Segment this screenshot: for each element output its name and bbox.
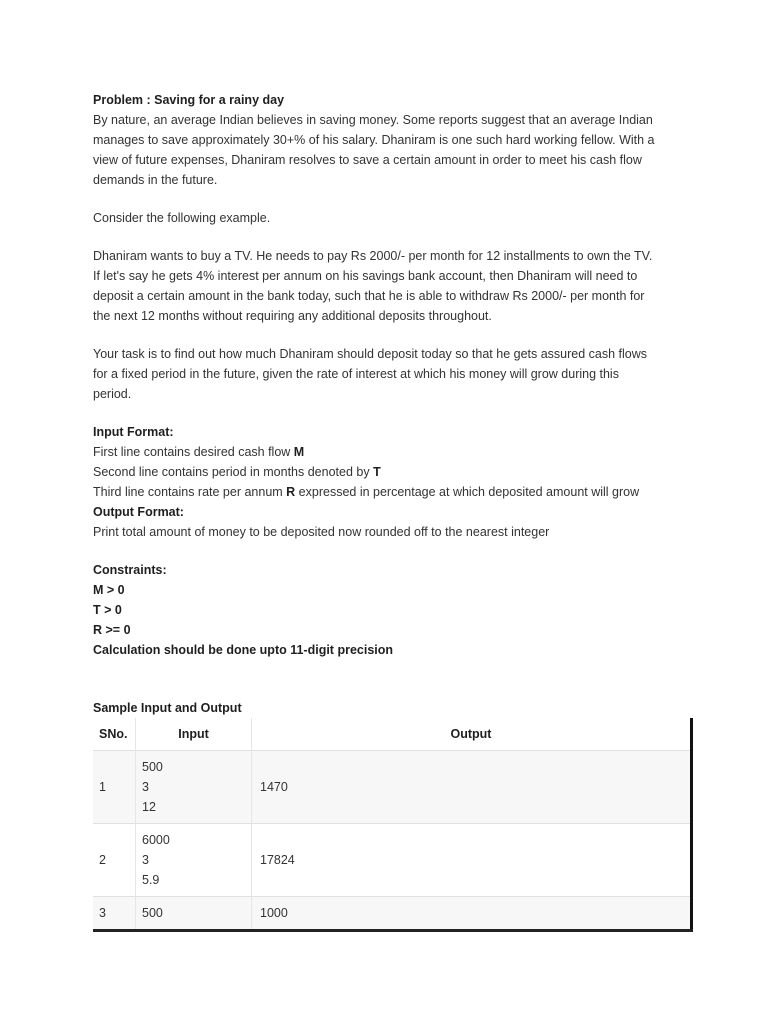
input-value: 3	[142, 853, 149, 867]
intro-line: demands in the future.	[93, 173, 218, 187]
row-sno: 2	[93, 824, 136, 897]
task-line: period.	[93, 387, 132, 401]
input-format-line-3	[93, 482, 693, 502]
row-output: 1000	[252, 897, 692, 931]
table-header-row	[93, 718, 692, 751]
column-header-sno: SNo.	[93, 718, 136, 751]
input-value: 5.9	[142, 873, 160, 887]
example-line: the next 12 months without requiring any additional deposits throughout.	[93, 309, 492, 323]
constraint-item: T > 0	[93, 603, 122, 617]
intro-line: By nature, an average Indian believes in saving money. Some reports suggest that an average Indian	[93, 113, 653, 127]
input-format-text: Third line contains rate per annum	[93, 485, 287, 499]
problem-document	[93, 90, 693, 932]
output-format-line: Print total amount of money to be deposited now rounded off to the nearest integer	[93, 525, 550, 539]
problem-title: Problem : Saving for a rainy day	[93, 93, 285, 107]
row-output: 17824	[252, 824, 692, 897]
input-format-line-1	[93, 442, 693, 462]
variable-r: R	[286, 485, 296, 499]
input-value: 500	[142, 906, 163, 920]
sample-title: Sample Input and Output	[93, 701, 242, 715]
variable-t: T	[373, 465, 381, 479]
sample-table	[93, 718, 693, 932]
input-value: 3	[142, 780, 149, 794]
column-header-output: Output	[252, 718, 692, 751]
output-format-heading: Output Format:	[93, 505, 184, 519]
consider-text: Consider the following example.	[93, 211, 271, 225]
row-input	[136, 897, 252, 931]
constraint-item: M > 0	[93, 583, 125, 597]
input-format-heading: Input Format:	[93, 425, 174, 439]
row-input	[136, 751, 252, 824]
variable-m: M	[293, 445, 305, 459]
input-value: 6000	[142, 833, 170, 847]
example-line: If let's say he gets 4% interest per annum on his savings bank account, then Dhaniram will need to	[93, 269, 638, 283]
input-format-line-2	[93, 462, 693, 482]
input-value: 12	[142, 800, 156, 814]
input-format-text: First line contains desired cash flow	[93, 445, 294, 459]
input-value: 500	[142, 760, 163, 774]
table-row	[93, 824, 692, 897]
example-line: Dhaniram wants to buy a TV. He needs to pay Rs 2000/- per month for 12 installments to own the TV.	[93, 249, 653, 263]
row-output: 1470	[252, 751, 692, 824]
task-line: Your task is to find out how much Dhaniram should deposit today so that he gets assured cash flows	[93, 347, 648, 361]
input-format-text: Second line contains period in months denoted by	[93, 465, 374, 479]
row-sno: 3	[93, 897, 136, 931]
constraints-heading: Constraints:	[93, 563, 167, 577]
intro-line: view of future expenses, Dhaniram resolves to save a certain amount in order to meet his cash flow	[93, 153, 642, 167]
task-line: for a fixed period in the future, given the rate of interest at which his money will grow during this	[93, 367, 619, 381]
intro-line: manages to save approximately 30+% of his salary. Dhaniram is one such hard working fellow. With a	[93, 133, 655, 147]
table-row	[93, 751, 692, 824]
example-line: deposit a certain amount in the bank today, such that he is able to withdraw Rs 2000/- per month for	[93, 289, 645, 303]
column-header-input: Input	[136, 718, 252, 751]
row-sno: 1	[93, 751, 136, 824]
constraint-item: R >= 0	[93, 623, 131, 637]
input-format-text: expressed in percentage at which deposited amount will grow	[295, 485, 640, 499]
row-input	[136, 824, 252, 897]
table-row	[93, 897, 692, 931]
constraint-item: Calculation should be done upto 11-digit precision	[93, 643, 394, 657]
